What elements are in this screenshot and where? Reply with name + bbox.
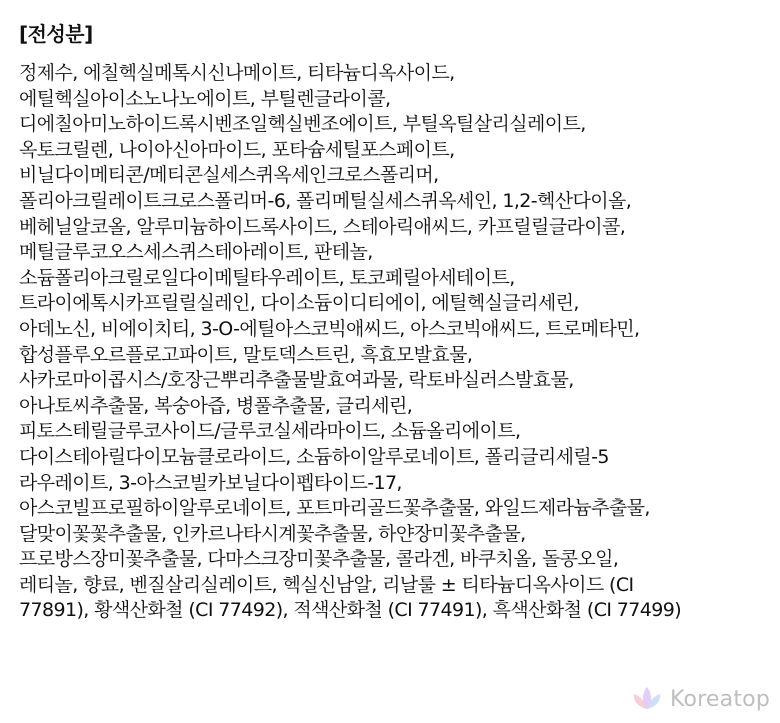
ingredients-list [19,61,779,624]
ingredient-line: 폴리아크릴레이트크로스폴리머-6, 폴리메틸실세스퀴옥세인, 1,2-헥산다이올, [19,189,632,212]
ingredient-line: 다이스테아릴다이모늄클로라이드, 소듐하이알루로네이트, 폴리글리세릴-5 [19,445,609,468]
ingredient-line: 트라이에톡시카프릴릴실레인, 다이소듐이디티에이, 에틸헥실글리세린, [19,292,579,315]
ingredient-line: 옥토크릴렌, 나이아신아마이드, 포타슘세틸포스페이트, [19,138,455,161]
ingredient-line: 아스코빌프로필하이알루로네이트, 포트마리골드꽃추출물, 와일드제라늄추출물, [19,497,650,520]
ingredient-line: 아데노신, 비에이치티, 3-O-에틸아스코빅애씨드, 아스코빅애씨드, 트로메타민, [19,317,640,340]
ingredient-line: 아나토씨추출물, 복숭아즙, 병풀추출물, 글리세린, [19,394,413,417]
watermark-text: Koreatop [669,686,770,712]
ingredient-line: 피토스테릴글루코사이드/글루코실세라마이드, 소듐올리에이트, [19,420,521,443]
koreatop-watermark [630,685,770,713]
ingredient-line: 정제수, 에칠헥실메톡시신나메이트, 티타늄디옥사이드, [19,62,455,84]
ingredient-line: 에틸헥실아이소노나노에이트, 부틸렌글라이콜, [19,87,391,110]
ingredient-line: 라우레이트, 3-아스코빌카보닐다이펩타이드-17, [19,471,402,494]
ingredient-line: 베헤닐알코올, 알루미늄하이드록사이드, 스테아릭애씨드, 카프릴릴글라이콜, [19,215,626,238]
ingredients-heading: [전성분] [19,22,93,46]
ingredient-line: 달맞이꽃꽃추출물, 인카르나타시계꽃추출물, 하얀장미꽃추출물, [19,522,526,545]
ingredient-line: 소듐폴리아크릴로일다이메틸타우레이트, 토코페릴아세테이트, [19,266,515,289]
ingredient-line: 비닐다이메티콘/메티콘실세스퀴옥세인크로스폴리머, [19,164,439,187]
ingredient-line: 77891), 황색산화철 (CI 77492), 적색산화철 (CI 77491), 흑색산화철 (CI 77499) [19,599,682,622]
lotus-icon [630,685,664,713]
ingredient-line: 메틸글루코오스세스퀴스테아레이트, 판테놀, [19,241,373,264]
ingredient-line: 합성플루오르플로고파이트, 말토덱스트린, 흑효모발효물, [19,343,473,366]
ingredient-line: 디에칠아미노하이드록시벤조일헥실벤조에이트, 부틸옥틸살리실레이트, [19,113,586,136]
ingredient-line: 레티놀, 향료, 벤질살리실레이트, 헥실신남알, 리날룰 ± 티타늄디옥사이드 (CI [19,573,634,596]
ingredient-line: 프로방스장미꽃추출물, 다마스크장미꽃추출물, 콜라겐, 바쿠치올, 돌콩오일, [19,548,619,571]
ingredient-line: 사카로마이콥시스/호장근뿌리추출물발효여과물, 락토바실러스발효물, [19,369,574,392]
